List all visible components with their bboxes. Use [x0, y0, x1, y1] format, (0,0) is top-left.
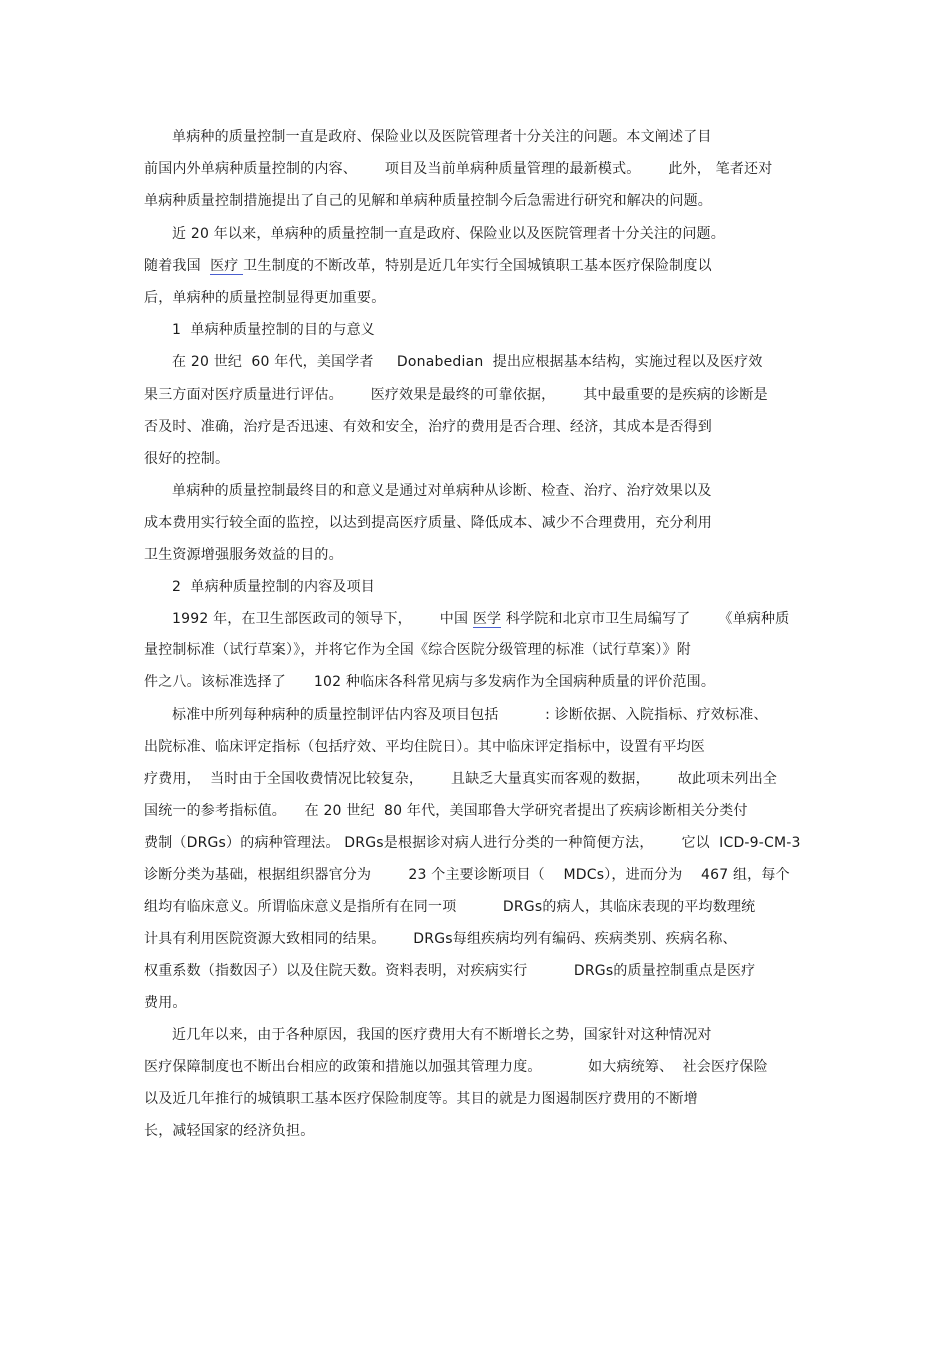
text-line: 果三方面对医疗质量进行评估。 医疗效果是最终的可靠依据， 其中最重要的是疾病的诊断是 — [144, 387, 768, 403]
section-heading: 1 单病种质量控制的目的与意义 — [172, 322, 376, 338]
text-line: 费用。 — [144, 995, 187, 1011]
text-line: 近 20 年以来，单病种的质量控制一直是政府、保险业以及医院管理者十分关注的问题。 — [172, 226, 725, 242]
text-segment: 科学院和北京市卫生局编写了 《单病种质 — [501, 611, 790, 627]
text-segment: 随着我国 — [144, 258, 211, 274]
text-line: 在 20 世纪 60 年代，美国学者 Donabedian 提出应根据基本结构，实施过程以及医疗效 — [172, 354, 763, 370]
link-yiliao[interactable]: 医疗 — [210, 258, 244, 274]
text-line: 出院标准、临床评定指标（包括疗效、平均住院日）。其中临床评定指标中，设置有平均医 — [144, 739, 705, 755]
text-line: 权重系数（指数因子）以及住院天数。资料表明，对疾病实行 DRGs的质量控制重点是医疗 — [144, 963, 756, 979]
text-line — [144, 257, 712, 275]
text-segment: 卫生制度的不断改革，特别是近几年实行全国城镇职工基本医疗保险制度以 — [243, 258, 712, 274]
text-line: 计具有利用医院资源大致相同的结果。 DRGs每组疾病均列有编码、疾病类别、疾病名称、 — [144, 931, 737, 947]
text-line: 费制（DRGs）的病种管理法。 DRGs是根据诊对病人进行分类的一种简便方法， 它以 ICD-9-CM-3 — [144, 835, 801, 851]
text-segment: 1992 年，在卫生部医政司的领导下， 中国 — [172, 611, 473, 627]
text-line: 标准中所列每种病种的质量控制评估内容及项目包括 : 诊断依据、入院指标、疗效标准、 — [172, 707, 768, 723]
text-line: 卫生资源增强服务效益的目的。 — [144, 547, 343, 563]
text-line: 很好的控制。 — [144, 451, 230, 467]
text-line: 件之八。该标准选择了 102 种临床各科常见病与多发病作为全国病种质量的评价范围。 — [144, 674, 716, 690]
text-line: 单病种质量控制措施提出了自己的见解和单病种质量控制今后急需进行研究和解决的问题。 — [144, 193, 712, 209]
text-line: 成本费用实行较全面的监控，以达到提高医疗质量、降低成本、减少不合理费用，充分利用 — [144, 515, 712, 531]
section-heading: 2 单病种质量控制的内容及项目 — [172, 579, 376, 595]
text-line: 单病种的质量控制最终目的和意义是通过对单病种从诊断、检查、治疗、治疗效果以及 — [172, 483, 712, 499]
text-line — [172, 610, 789, 628]
text-line: 前国内外单病种质量控制的内容、 项目及当前单病种质量管理的最新模式。 此外， 笔者还对 — [144, 161, 773, 177]
text-line: 国统一的参考指标值。 在 20 世纪 80 年代，美国耶鲁大学研究者提出了疾病诊断相关分类付 — [144, 803, 748, 819]
text-line: 以及近几年推行的城镇职工基本医疗保险制度等。其目的就是力图遏制医疗费用的不断增 — [144, 1091, 698, 1107]
text-line: 组均有临床意义。所谓临床意义是指所有在同一项 DRGs的病人，其临床表现的平均数理统 — [144, 899, 756, 915]
text-line: 单病种的质量控制一直是政府、保险业以及医院管理者十分关注的问题。本文阐述了目 — [172, 129, 712, 145]
link-yixue[interactable]: 医学 — [472, 611, 502, 627]
text-line: 近几年以来，由于各种原因，我国的医疗费用大有不断增长之势，国家针对这种情况对 — [172, 1027, 712, 1043]
text-line: 诊断分类为基础，根据组织器官分为 23 个主要诊断项目（ MDCs），进而分为 467 组，每个 — [144, 867, 790, 883]
text-line: 否及时、准确，治疗是否迅速、有效和安全，治疗的费用是否合理、经济，其成本是否得到 — [144, 419, 712, 435]
text-line: 长，减轻国家的经济负担。 — [144, 1123, 315, 1139]
text-line: 疗费用， 当时由于全国收费情况比较复杂， 且缺乏大量真实而客观的数据， 故此项未列出全 — [144, 771, 778, 787]
text-line: 后，单病种的质量控制显得更加重要。 — [144, 290, 386, 306]
text-line: 量控制标准（试行草案）》，并将它作为全国《综合医院分级管理的标准（试行草案）》附 — [144, 642, 691, 658]
text-line: 医疗保障制度也不断出台相应的政策和措施以加强其管理力度。 如大病统筹、 社会医疗保险 — [144, 1059, 768, 1075]
